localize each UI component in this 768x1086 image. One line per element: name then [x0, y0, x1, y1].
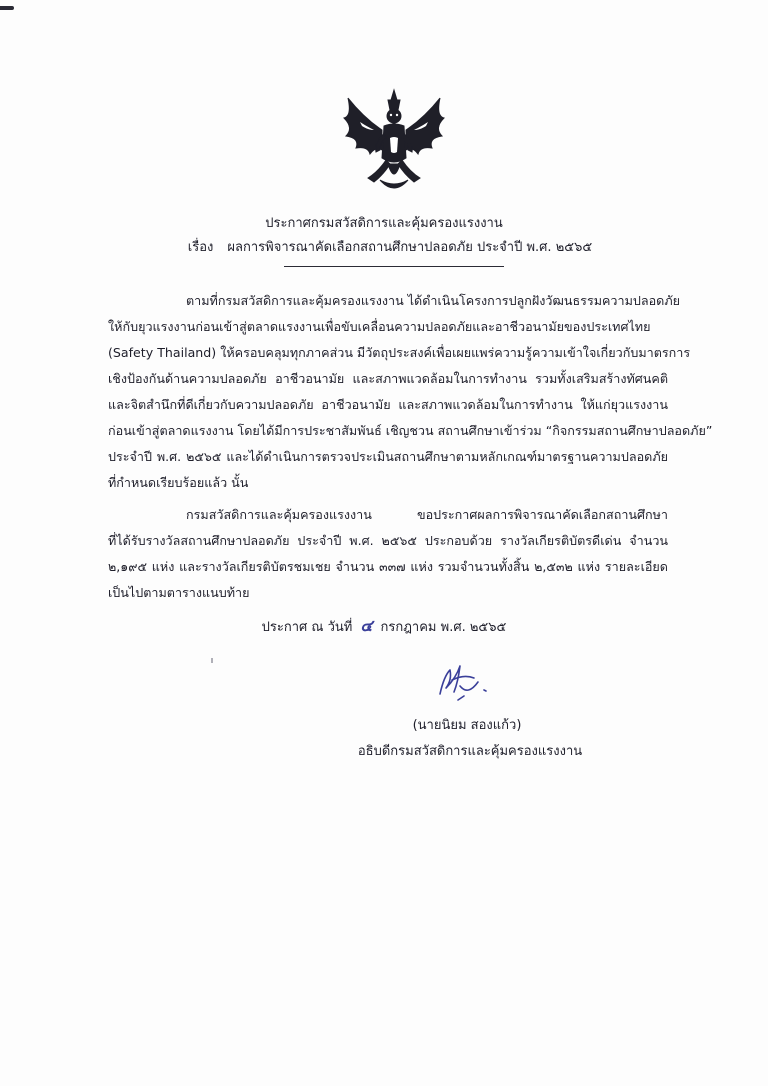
subject-text: ผลการพิจารณาคัดเลือกสถานศึกษาปลอดภัย ประจำปี พ.ศ. ๒๕๖๕ [227, 240, 593, 255]
paragraph1-line: ตามที่กรมสวัสดิการและคุ้มครองแรงงาน ได้ดำเนินโครงการปลูกฝังวัฒนธรรมความปลอดภัย [186, 293, 681, 308]
paragraph2-line: ที่ได้รับรางวัลสถานศึกษาปลอดภัย ประจำปี พ.ศ. ๒๕๖๕ ประกอบด้วย รางวัลเกียรติบัตรดีเด่น จำนวน [108, 533, 668, 548]
paragraph1-line: ก่อนเข้าสู่ตลาดแรงงาน โดยได้มีการประชาสัมพันธ์ เชิญชวน สถานศึกษาเข้าร่วม “กิจกรรมสถานศึกษาปลอดภัย” [108, 423, 713, 438]
paragraph2-line: ๒,๑๙๕ แห่ง และรางวัลเกียรติบัตรชมเชย จำนวน ๓๓๗ แห่ง รวมจำนวนทั้งสิ้น ๒,๕๓๒ แห่ง รายละเอียด [108, 559, 668, 574]
announcement-subject [6, 238, 768, 258]
announcement-title: ประกาศกรมสวัสดิการและคุ้มครองแรงงาน [265, 216, 503, 231]
paragraph2-line: กรมสวัสดิการและคุ้มครองแรงงาน ขอประกาศผลการพิจารณาคัดเลือกสถานศึกษา [186, 507, 668, 522]
paragraph1-line: ให้กับยุวแรงงานก่อนเข้าสู่ตลาดแรงงานเพื่อขับเคลื่อนความปลอดภัยและอาชีวอนามัยของประเทศไทย [108, 319, 651, 334]
paragraph1-line: และจิตสำนึกที่ดีเกี่ยวกับความปลอดภัย อาชีวอนามัย และสภาพแวดล้อมในการทำงาน ให้แก่ยุวแรงงาน [108, 397, 668, 412]
paragraph1-line: เชิงป้องกันด้านความปลอดภัย อาชีวอนามัย และสภาพแวดล้อมในการทำงาน รวมทั้งเสริมสร้างทัศนคติ [108, 371, 668, 386]
paragraph1-line: ที่กำหนดเรียบร้อยแล้ว นั้น [108, 475, 249, 490]
paragraph1-line: (Safety Thailand) ให้ครอบคลุมทุกภาคส่วน มีวัตถุประสงค์เพื่อเผยแพร่ความรู้ความเข้าใจเกี่ยวกับมาตรการ [108, 345, 691, 360]
scan-speck [211, 658, 213, 663]
paragraph2-line: เป็นไปตามตารางแนบท้าย [108, 585, 250, 600]
signatory-position: อธิบดีกรมสวัสดิการและคุ้มครองแรงงาน [357, 744, 583, 759]
announce-date [0, 616, 768, 638]
date-prefix: ประกาศ ณ วันที่ [261, 620, 353, 635]
signatory-name: (นายนิยม สองแก้ว) [412, 718, 522, 733]
date-suffix: กรกฎาคม พ.ศ. ๒๕๖๕ [380, 620, 507, 635]
title-divider [284, 266, 504, 267]
date-day: ๔ [360, 616, 373, 635]
handwritten-signature [430, 656, 500, 706]
scan-corner-mark [0, 6, 14, 10]
paragraph1-line: ประจำปี พ.ศ. ๒๕๖๕ และได้ดำเนินการตรวจประเมินสถานศึกษาตามหลักเกณฑ์มาตรฐานความปลอดภัย [108, 449, 668, 464]
garuda-emblem-icon [334, 88, 454, 198]
subject-label: เรื่อง [187, 240, 214, 255]
